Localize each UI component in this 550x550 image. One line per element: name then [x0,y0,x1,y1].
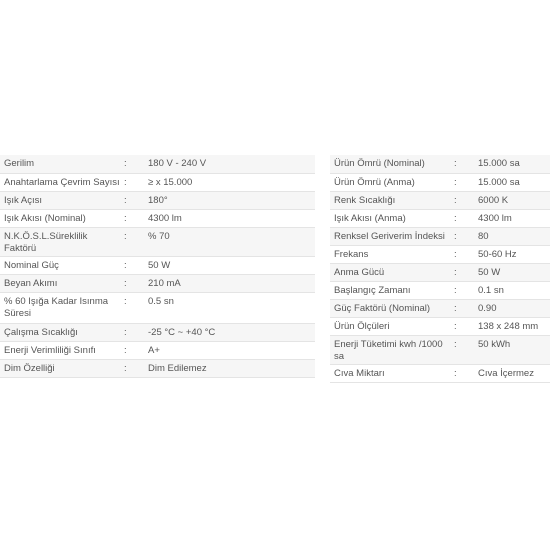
spec-separator: : [122,173,144,191]
spec-label: Ürün Ömrü (Anma) [330,173,452,191]
spec-label: Enerji Tüketimi kwh /1000 sa [330,335,452,364]
spec-separator: : [452,364,474,382]
spec-label: Cıva Miktarı [330,364,452,382]
spec-label: Frekans [330,245,452,263]
spec-row [330,335,550,364]
spec-label: N.K.Ö.S.L.Süreklilik Faktörü [0,227,122,256]
spec-separator: : [452,299,474,317]
spec-row [330,245,550,263]
spec-row [330,227,550,245]
spec-separator: : [122,256,144,274]
spec-separator: : [452,173,474,191]
spec-row [330,173,550,191]
spec-value: 138 x 248 mm [474,317,550,335]
spec-value: 80 [474,227,550,245]
spec-value: ≥ x 15.000 [144,173,315,191]
spec-row [0,323,315,341]
spec-value: 50-60 Hz [474,245,550,263]
spec-value: -25 °C ~ +40 °C [144,323,315,341]
spec-value: 6000 K [474,191,550,209]
spec-value: 15.000 sa [474,173,550,191]
spec-row [0,292,315,323]
spec-value: 0.1 sn [474,281,550,299]
spec-separator: : [452,209,474,227]
spec-label: Beyan Akımı [0,274,122,292]
spec-label: Işık Açısı [0,191,122,209]
spec-separator: : [122,359,144,377]
spec-value: 0.5 sn [144,292,315,323]
spec-separator: : [122,209,144,227]
spec-separator: : [452,155,474,173]
spec-separator: : [122,227,144,256]
spec-separator: : [452,281,474,299]
spec-row [330,209,550,227]
spec-value: 50 kWh [474,335,550,364]
left-spec-table [0,155,315,378]
spec-value: Dim Edilemez [144,359,315,377]
spec-row [0,227,315,256]
spec-label: % 60 Işığa Kadar Isınma Süresi [0,292,122,323]
spec-separator: : [122,341,144,359]
spec-label: Anahtarlama Çevrim Sayısı [0,173,122,191]
spec-row [330,364,550,382]
spec-label: Işık Akısı (Anma) [330,209,452,227]
spec-label: Güç Faktörü (Nominal) [330,299,452,317]
spec-label: Renk Sıcaklığı [330,191,452,209]
spec-row [330,299,550,317]
spec-row [0,155,315,173]
spec-row [0,173,315,191]
spec-value: % 70 [144,227,315,256]
spec-label: Anma Gücü [330,263,452,281]
spec-label: Ürün Ömrü (Nominal) [330,155,452,173]
spec-label: Gerilim [0,155,122,173]
spec-value: 50 W [474,263,550,281]
spec-row [330,191,550,209]
spec-separator: : [452,227,474,245]
spec-separator: : [452,245,474,263]
spec-label: Işık Akısı (Nominal) [0,209,122,227]
spec-label: Ürün Ölçüleri [330,317,452,335]
spec-value: 4300 lm [144,209,315,227]
spec-separator: : [452,191,474,209]
spec-value: 4300 lm [474,209,550,227]
spec-label: Renksel Geriverim İndeksi [330,227,452,245]
spec-label: Başlangıç Zamanı [330,281,452,299]
spec-separator: : [122,274,144,292]
spec-label: Enerji Verimliliği Sınıfı [0,341,122,359]
spec-row [330,263,550,281]
spec-label: Çalışma Sıcaklığı [0,323,122,341]
spec-row [330,281,550,299]
spec-separator: : [122,191,144,209]
spec-value: Cıva İçermez [474,364,550,382]
spec-row [330,155,550,173]
spec-value: 180° [144,191,315,209]
spec-separator: : [452,317,474,335]
spec-separator: : [452,335,474,364]
spec-value: 0.90 [474,299,550,317]
spec-value: 210 mA [144,274,315,292]
spec-row [330,317,550,335]
spec-label: Dim Özelliği [0,359,122,377]
spec-row [0,191,315,209]
spec-row [0,274,315,292]
spec-row [0,256,315,274]
spec-value: 15.000 sa [474,155,550,173]
spec-separator: : [122,323,144,341]
spec-value: A+ [144,341,315,359]
spec-value: 180 V - 240 V [144,155,315,173]
spec-row [0,209,315,227]
spec-separator: : [122,155,144,173]
spec-separator: : [452,263,474,281]
right-spec-table [330,155,550,383]
spec-value: 50 W [144,256,315,274]
spec-label: Nominal Güç [0,256,122,274]
spec-separator: : [122,292,144,323]
spec-row [0,341,315,359]
spec-row [0,359,315,377]
